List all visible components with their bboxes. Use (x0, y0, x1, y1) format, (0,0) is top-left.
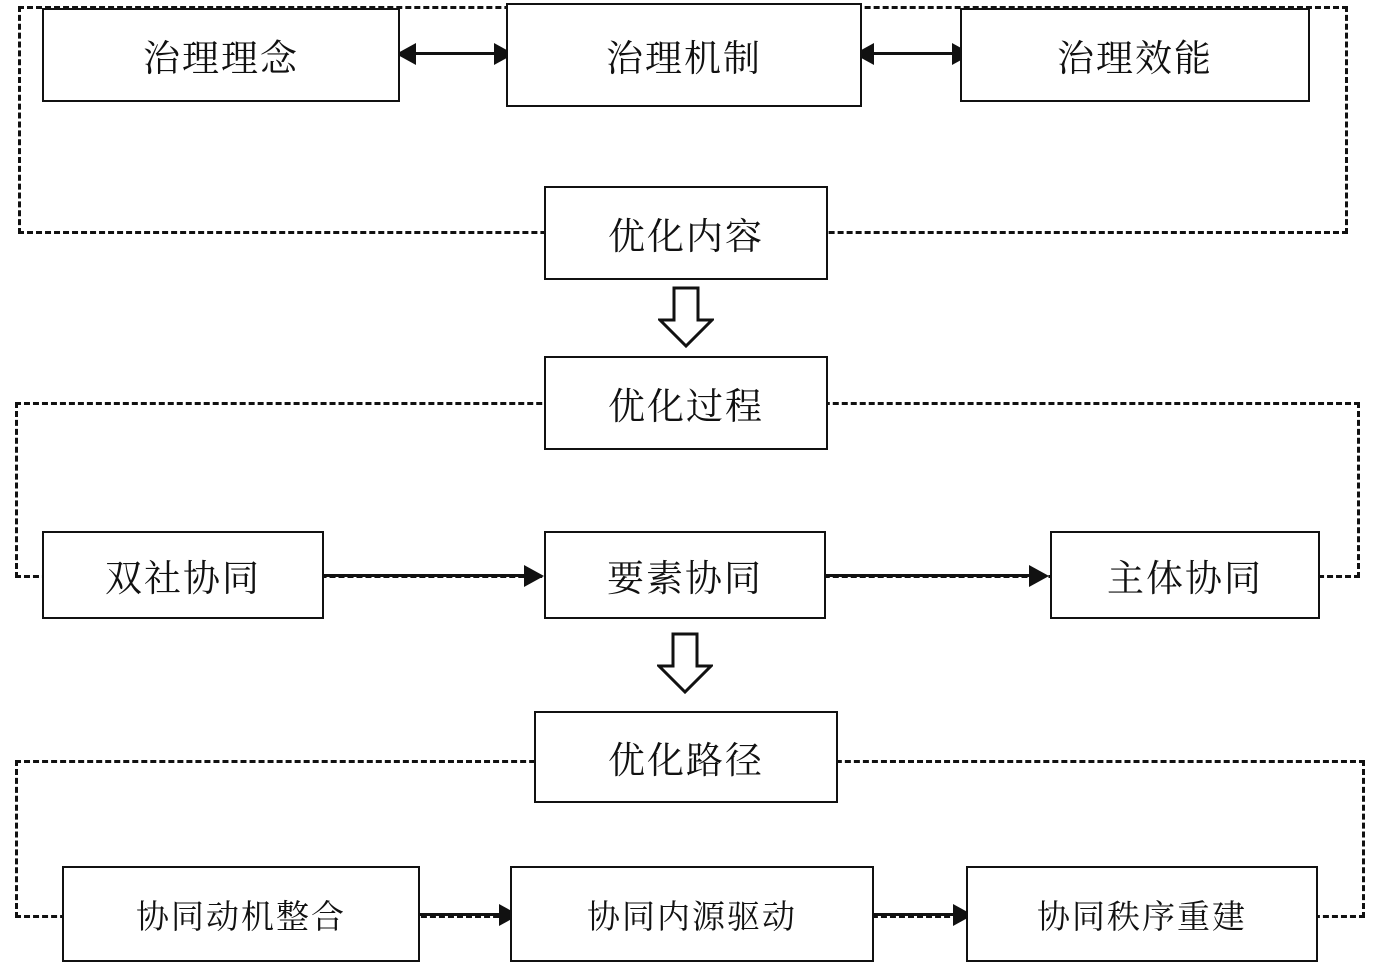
block-arrow-down-icon (658, 286, 714, 348)
node-motive-integration-label: 协同动机整合 (136, 899, 346, 936)
node-dual-cooperation[interactable] (42, 531, 324, 619)
node-optimize-content[interactable] (544, 186, 828, 280)
connector-element-to-subject-line (825, 574, 1030, 577)
node-governance-effectiveness-label: 治理效能 (1057, 39, 1213, 80)
node-order-rebuild-label: 协同秩序重建 (1037, 899, 1247, 936)
node-governance-mechanism-label: 治理机制 (606, 39, 762, 80)
connector-element-to-path-block-arrow (657, 632, 713, 694)
node-endogenous-drive[interactable] (510, 866, 874, 962)
connector-element-to-subject-arrowhead (1029, 565, 1049, 587)
block-arrow-down-icon (657, 632, 713, 694)
node-governance-concept[interactable] (42, 8, 400, 102)
node-element-cooperation-label: 要素协同 (607, 559, 763, 600)
node-subject-cooperation-label: 主体协同 (1107, 559, 1263, 600)
connector-dual-to-element-arrowhead (524, 565, 544, 587)
node-dual-cooperation-label: 双社协同 (105, 559, 261, 600)
node-optimize-process-label: 优化过程 (608, 387, 764, 428)
node-optimize-path-label: 优化路径 (608, 741, 764, 782)
node-governance-effectiveness[interactable] (960, 8, 1310, 102)
node-element-cooperation[interactable] (544, 531, 826, 619)
node-endogenous-drive-label: 协同内源驱动 (587, 899, 797, 936)
node-motive-integration[interactable] (62, 866, 420, 962)
node-optimize-process[interactable] (544, 356, 828, 450)
node-optimize-content-label: 优化内容 (608, 217, 764, 258)
node-optimize-path[interactable] (534, 711, 838, 803)
connector-dual-to-element-line (322, 574, 525, 577)
node-subject-cooperation[interactable] (1050, 531, 1320, 619)
node-governance-mechanism[interactable] (506, 3, 862, 107)
connector-motive-to-endogenous-line (420, 913, 500, 916)
node-order-rebuild[interactable] (966, 866, 1318, 962)
connector-endogenous-to-order-line (874, 913, 954, 916)
connector-content-to-process-block-arrow (658, 286, 714, 348)
node-governance-concept-label: 治理理念 (143, 39, 299, 80)
